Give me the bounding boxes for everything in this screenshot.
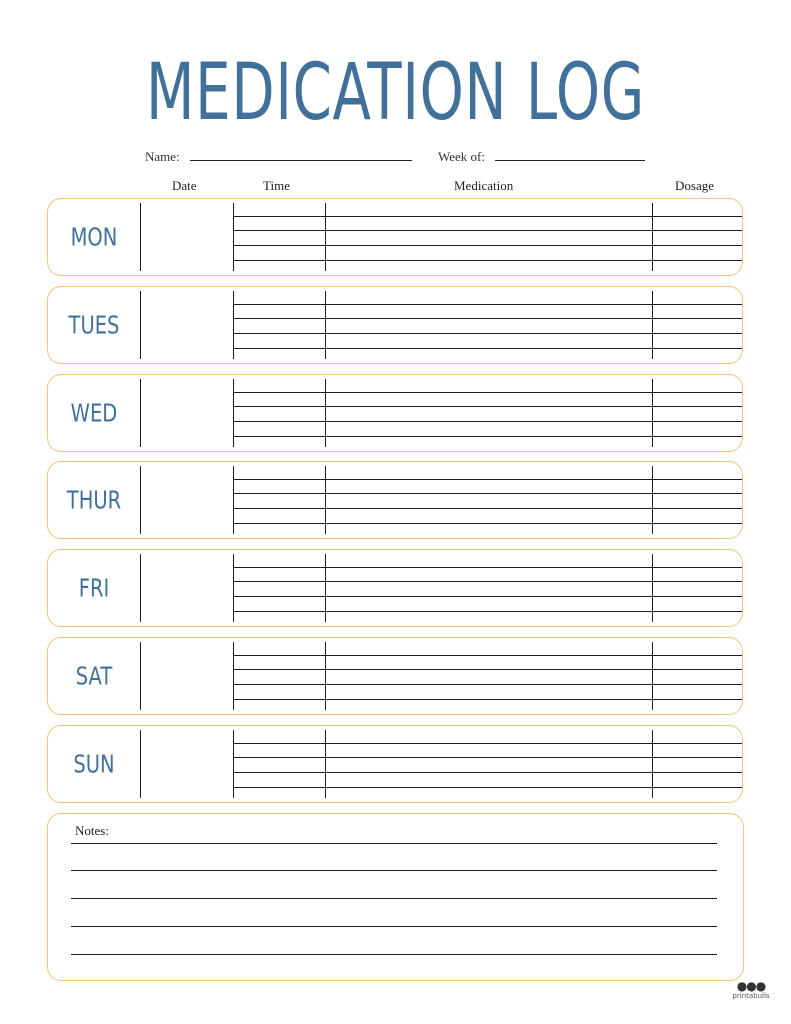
notes-line[interactable]: [71, 954, 717, 955]
day-row-wed: [47, 374, 743, 452]
entry-line[interactable]: [233, 699, 742, 700]
column-header-dosage: Dosage: [675, 178, 714, 193]
day-row-sun: [47, 725, 743, 803]
day-row-mon: [47, 198, 743, 276]
entry-line[interactable]: [233, 493, 742, 494]
day-row-tues: [47, 286, 743, 364]
entry-line[interactable]: [233, 436, 742, 437]
date-cell[interactable]: [141, 466, 233, 534]
date-cell[interactable]: [141, 379, 233, 447]
day-label: SUN: [73, 749, 115, 779]
entry-line[interactable]: [233, 479, 742, 480]
entry-line[interactable]: [233, 216, 742, 217]
entry-line[interactable]: [233, 230, 742, 231]
entry-line[interactable]: [233, 348, 742, 349]
column-header-time: Time: [263, 178, 290, 193]
day-label: SAT: [75, 661, 113, 691]
entry-line[interactable]: [233, 684, 742, 685]
entry-line[interactable]: [233, 567, 742, 568]
column-divider: [140, 203, 141, 271]
column-header-date: Date: [172, 178, 197, 193]
entry-line[interactable]: [233, 669, 742, 670]
name-label: Name:: [145, 149, 180, 164]
column-divider: [140, 730, 141, 798]
paw-prints-icon: ●●●: [736, 979, 766, 993]
notes-line[interactable]: [71, 898, 717, 899]
entry-line[interactable]: [233, 421, 742, 422]
day-label: FRI: [78, 573, 110, 603]
brand-logo: [726, 980, 776, 1000]
entry-line[interactable]: [233, 757, 742, 758]
week-of-field[interactable]: [495, 160, 645, 161]
day-row-sat: [47, 637, 743, 715]
entry-line[interactable]: [233, 318, 742, 319]
page-title: MEDICATION LOG: [145, 48, 646, 138]
entry-line[interactable]: [233, 655, 742, 656]
entry-line[interactable]: [233, 333, 742, 334]
date-cell[interactable]: [141, 730, 233, 798]
brand-text: printabulls: [732, 992, 770, 1000]
week-of-label: Week of:: [438, 149, 485, 164]
date-cell[interactable]: [141, 203, 233, 271]
column-divider: [140, 466, 141, 534]
day-row-fri: [47, 549, 743, 627]
notes-box[interactable]: [47, 813, 744, 981]
entry-line[interactable]: [233, 245, 742, 246]
entry-line[interactable]: [233, 508, 742, 509]
entry-line[interactable]: [233, 596, 742, 597]
column-divider: [140, 554, 141, 622]
column-divider: [140, 642, 141, 710]
notes-label: Notes:: [75, 823, 109, 838]
day-label: MON: [70, 222, 118, 252]
day-label: TUES: [68, 310, 120, 340]
entry-line[interactable]: [233, 581, 742, 582]
date-cell[interactable]: [141, 291, 233, 359]
entry-line[interactable]: [233, 743, 742, 744]
day-row-thur: [47, 461, 743, 539]
notes-line[interactable]: [71, 843, 717, 844]
column-header-medication: Medication: [454, 178, 514, 193]
entry-line[interactable]: [233, 772, 742, 773]
entry-line[interactable]: [233, 523, 742, 524]
entry-line[interactable]: [233, 406, 742, 407]
entry-line[interactable]: [233, 392, 742, 393]
entry-line[interactable]: [233, 304, 742, 305]
notes-line[interactable]: [71, 926, 717, 927]
notes-line[interactable]: [71, 870, 717, 871]
column-divider: [140, 291, 141, 359]
name-field[interactable]: [190, 160, 412, 161]
entry-line[interactable]: [233, 611, 742, 612]
column-divider: [140, 379, 141, 447]
date-cell[interactable]: [141, 554, 233, 622]
entry-line[interactable]: [233, 260, 742, 261]
entry-line[interactable]: [233, 787, 742, 788]
day-label: THUR: [66, 485, 122, 515]
date-cell[interactable]: [141, 642, 233, 710]
day-label: WED: [70, 398, 118, 428]
